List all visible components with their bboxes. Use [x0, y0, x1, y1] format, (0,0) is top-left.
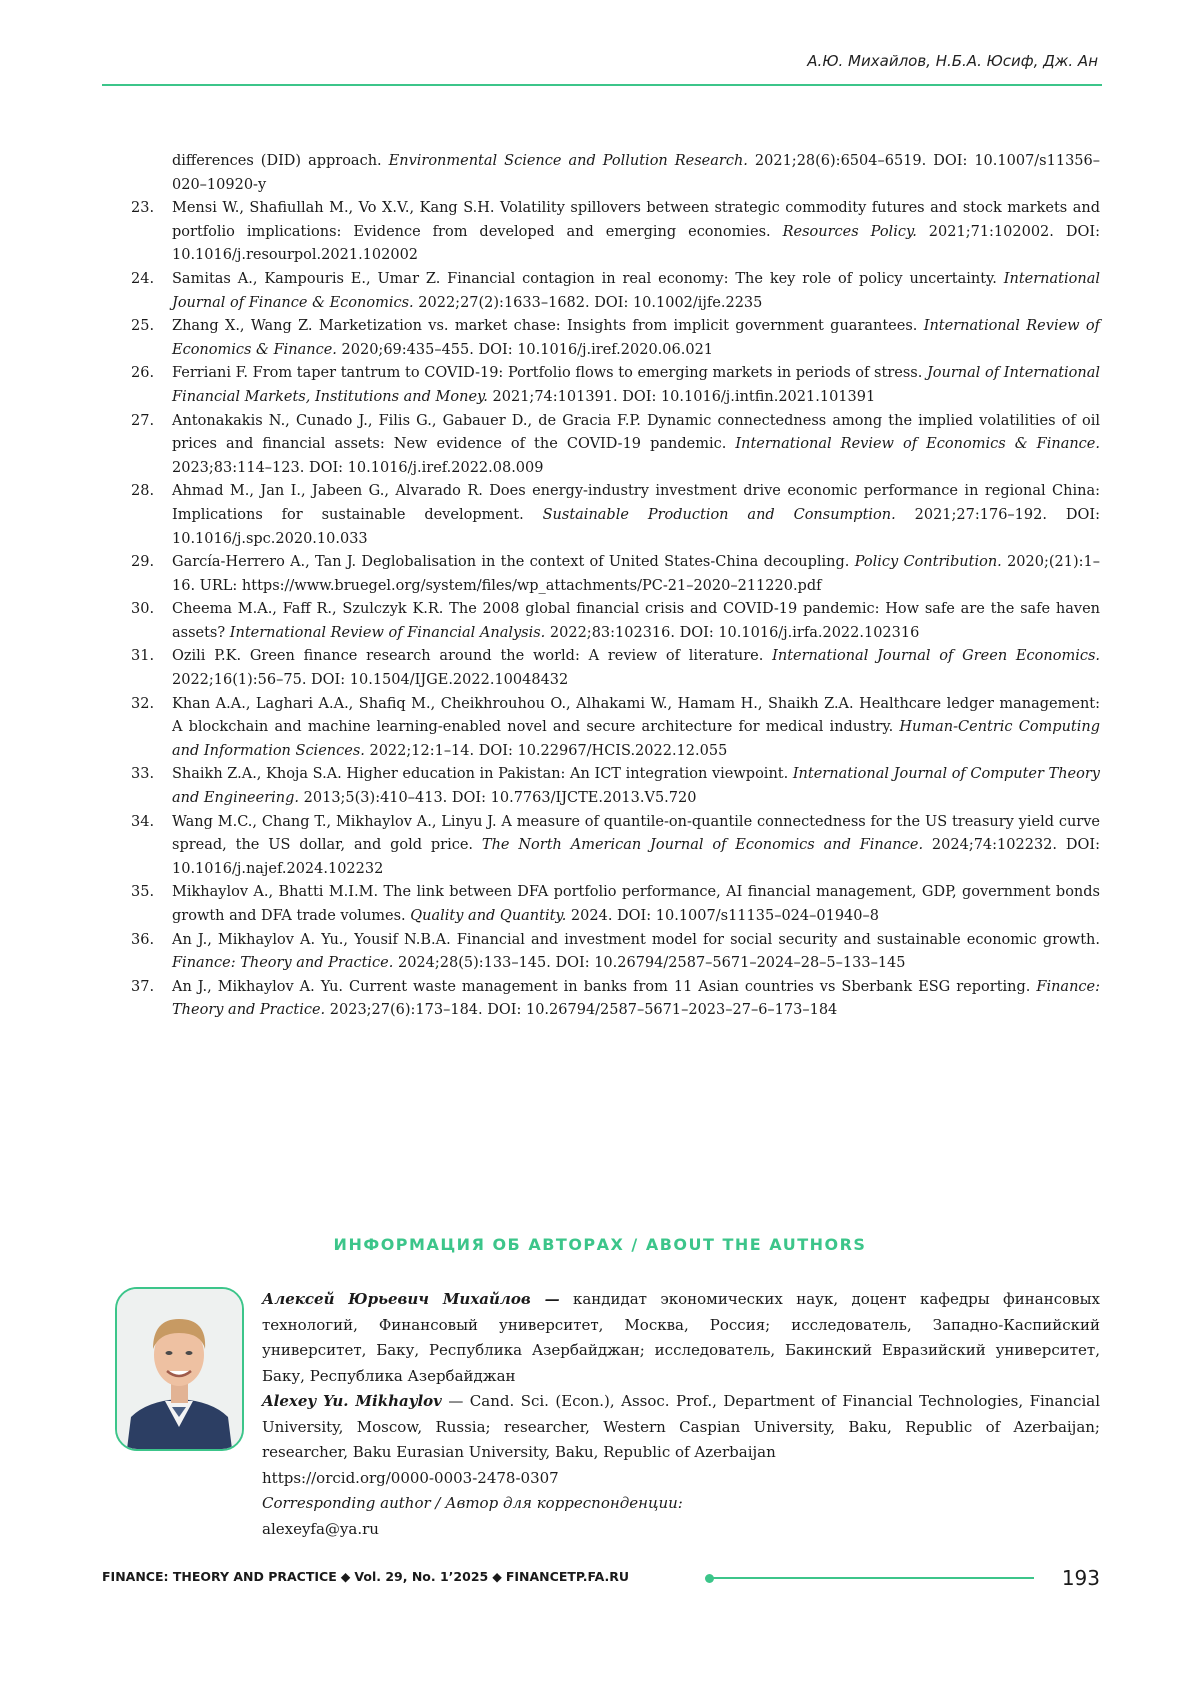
- page-number: 193: [1061, 1566, 1100, 1590]
- reference-number: 30.: [131, 601, 155, 618]
- author-name-ru: Алексей Юрьевич Михайлов —: [262, 1290, 560, 1308]
- reference-text: Khan A.A., Laghari A.A., Shafiq M., Cheikhrouhou O., Alhakami W., Hamam H., Shaikh Z.A. Healthcare ledger management: A blockchain and machine learning-enabled novel and secure architecture for medical industry.: [172, 695, 1100, 736]
- reference-number: 32.: [131, 695, 155, 712]
- reference-journal: Human-Centric Computing and Information Sciences.: [172, 719, 1100, 759]
- reference-item: [131, 197, 1100, 268]
- reference-journal: International Review of Economics & Finance.: [735, 436, 1100, 453]
- reference-number: 26.: [131, 365, 155, 382]
- reference-journal: International Journal of Finance & Economics.: [172, 270, 1100, 311]
- reference-details: 2020;69:435–455. DOI: 10.1016/j.iref.2020.06.021: [336, 341, 714, 358]
- reference-item: [131, 645, 1100, 692]
- reference-journal: Sustainable Production and Consumption.: [542, 506, 896, 523]
- reference-text: Wang M.C., Chang T., Mikhaylov A., Linyu J. A measure of quantile-on-quantile connectedness for the US treasury yield curve spread, the US dollar, and gold price.: [172, 813, 1100, 854]
- reference-number: 37.: [131, 978, 155, 995]
- footer-journal-name: FINANCE: THEORY AND PRACTICE: [102, 1569, 337, 1584]
- footer-volume: Vol. 29, No. 1’2025: [354, 1569, 489, 1584]
- reference-details: 2021;74:101391. DOI: 10.1016/j.intfin.2021.101391: [487, 388, 876, 405]
- author-portrait-image: [117, 1289, 242, 1449]
- reference-details: 2024;28(5):133–145. DOI: 10.26794/2587–5671–2024–28–5–133–145: [393, 955, 906, 972]
- reference-text: Mensi W., Shafiullah M., Vo X.V., Kang S.H. Volatility spillovers between strategic commodity futures and stock markets and portfolio implications: Evidence from developed and emerging economies.: [172, 200, 1100, 240]
- reference-item: [131, 929, 1100, 976]
- reference-text: An J., Mikhaylov A. Yu. Current waste management in banks from 11 Asian countries vs Sberbank ESG reporting.: [172, 978, 1037, 995]
- diamond-separator-icon: ◆: [492, 1569, 502, 1584]
- reference-item: [131, 598, 1100, 645]
- reference-item: [131, 693, 1100, 764]
- reference-text: Cheema M.A., Faff R., Szulczyk K.R. The 2008 global financial crisis and COVID-19 pandemic: How safe are the safe haven assets?: [172, 601, 1100, 641]
- footer-dot-icon: [705, 1574, 714, 1583]
- reference-details: 2022;27(2):1633–1682. DOI: 10.1002/ijfe.2235: [413, 294, 763, 311]
- reference-item: [131, 150, 1100, 197]
- reference-number: 34.: [131, 813, 155, 830]
- reference-journal: Finance: Theory and Practice.: [172, 955, 394, 972]
- reference-text: differences (DID) approach.: [172, 153, 389, 169]
- reference-details: 2021;28(6):6504–6519. DOI: 10.1007/s11356–020–10920-y: [172, 153, 1100, 193]
- author-bio-en: [262, 1389, 1100, 1466]
- reference-text: Antonakakis N., Cunado J., Filis G., Gabauer D., de Gracia F.P. Dynamic connectedness among the implied volatilities of oil prices and financial assets: New evidence of the COVID-19 pandemic.: [172, 412, 1100, 453]
- reference-journal: Resources Policy.: [782, 223, 917, 240]
- reference-journal: The North American Journal of Economics and Finance.: [481, 837, 924, 854]
- footer-site-link[interactable]: FINANCETP.FA.RU: [505, 1569, 630, 1584]
- footer-journal-info: [102, 1569, 629, 1584]
- reference-item: [131, 976, 1100, 1023]
- reference-item: [131, 315, 1100, 362]
- reference-journal: International Review of Financial Analysis.: [229, 624, 546, 641]
- reference-item: [131, 268, 1100, 315]
- reference-number: 28.: [131, 483, 155, 500]
- reference-text: Zhang X., Wang Z. Marketization vs. market chase: Insights from implicit government guarantees.: [172, 318, 924, 335]
- authors-section-title: ИНФОРМАЦИЯ ОБ АВТОРАХ / ABOUT THE AUTHORS: [333, 1235, 867, 1254]
- reference-item: [131, 480, 1100, 551]
- reference-details: 2022;83:102316. DOI: 10.1016/j.irfa.2022.102316: [545, 624, 920, 641]
- reference-number: 31.: [131, 648, 155, 665]
- author-description-ru: кандидат экономических наук, доцент кафедры финансовых технологий, Финансовый университет, Москва, Россия; исследователь, Западно-Каспийский университет, Баку, Республика Азербайджан; исследователь, Бакинский Евразийский университет, Баку, Республика Азербайджан: [262, 1290, 1101, 1385]
- reference-journal: Finance: Theory and Practice.: [172, 978, 1100, 1019]
- reference-journal: Quality and Quantity.: [410, 908, 567, 924]
- reference-number: 25.: [131, 318, 155, 335]
- reference-journal: International Review of Economics & Finance.: [172, 318, 1101, 358]
- author-email-link[interactable]: alexeyfa@ya.ru: [262, 1519, 379, 1538]
- reference-text: An J., Mikhaylov A. Yu., Yousif N.B.A. Financial and investment model for social security and sustainable economic growth.: [172, 931, 1100, 948]
- reference-number: 24.: [131, 270, 155, 287]
- footer-rule: [710, 1577, 1034, 1579]
- page-footer: [102, 1566, 1100, 1590]
- reference-text: Mikhaylov A., Bhatti M.I.M. The link between DFA portfolio performance, AI financial management, GDP, government bonds growth and DFA trade volumes.: [172, 884, 1100, 924]
- reference-number: 35.: [131, 884, 155, 901]
- reference-details: 2020;(21):1–16. URL: https://www.bruegel.org/system/files/wp_attachments/PC-21–2020–211220.pdf: [172, 554, 1100, 594]
- reference-text: Ahmad M., Jan I., Jabeen G., Alvarado R. Does energy-industry investment drive economic performance in regional China: Implications for sustainable development.: [172, 483, 1100, 523]
- author-name-en: Alexey Yu. Mikhaylov: [262, 1392, 442, 1410]
- reference-item: [131, 410, 1100, 481]
- reference-details: 2022;16(1):56–75. DOI: 10.1504/IJGE.2022.10048432: [172, 672, 569, 689]
- reference-item: [131, 881, 1100, 928]
- reference-journal: Environmental Science and Pollution Research.: [388, 153, 748, 169]
- reference-text: Shaikh Z.A., Khoja S.A. Higher education in Pakistan: An ICT integration viewpoint.: [172, 766, 793, 783]
- author-orcid-link[interactable]: https://orcid.org/0000-0003-2478-0307: [262, 1468, 559, 1487]
- reference-details: 2013;5(3):410–413. DOI: 10.7763/IJCTE.2013.V5.720: [299, 790, 697, 807]
- reference-details: 2023;83:114–123. DOI: 10.1016/j.iref.2022.08.009: [172, 459, 544, 476]
- reference-journal: Journal of International Financial Markets, Institutions and Money.: [172, 365, 1101, 405]
- reference-details: 2021;71:102002. DOI: 10.1016/j.resourpol.2021.102002: [172, 223, 1100, 264]
- reference-number: 36.: [131, 931, 155, 948]
- reference-number: 33.: [131, 766, 155, 783]
- reference-details: 2024;74:102232. DOI: 10.1016/j.najef.2024.102232: [172, 837, 1100, 877]
- reference-item: [131, 811, 1100, 882]
- author-bio-ru: [262, 1287, 1100, 1389]
- reference-text: Ozili P.K. Green finance research around the world: A review of literature.: [172, 648, 773, 665]
- reference-number: 23.: [131, 200, 155, 217]
- running-head: А.Ю. Михайлов, Н.Б.А. Юсиф, Дж. Ан: [807, 52, 1098, 70]
- author-photo: [115, 1287, 244, 1451]
- author-description-en: — Cand. Sci. (Econ.), Assoc. Prof., Department of Financial Technologies, Financial University, Moscow, Russia; researcher, Western Caspian University, Baku, Republic of Azerbaijan; researcher, Baku Eurasian University, Baku, Republic of Azerbaijan: [262, 1392, 1100, 1461]
- reference-journal: International Journal of Green Economics.: [772, 648, 1100, 665]
- reference-details: 2021;27:176–192. DOI: 10.1016/j.spc.2020.10.033: [172, 506, 1100, 547]
- reference-details: 2022;12:1–14. DOI: 10.22967/HCIS.2022.12.055: [364, 742, 728, 759]
- diamond-separator-icon: ◆: [340, 1569, 351, 1584]
- reference-item: [131, 362, 1100, 409]
- reference-journal: Policy Contribution.: [854, 554, 1002, 571]
- reference-number: 27.: [131, 412, 155, 429]
- reference-details: 2023;27(6):173–184. DOI: 10.26794/2587–5671–2023–27–6–173–184: [325, 1002, 838, 1019]
- header-rule: [102, 84, 1102, 86]
- reference-journal: International Journal of Computer Theory and Engineering.: [172, 766, 1100, 807]
- reference-text: García-Herrero A., Tan J. Deglobalisation in the context of United States-China decoupling.: [172, 554, 855, 571]
- reference-details: 2024. DOI: 10.1007/s11135–024–01940–8: [566, 908, 879, 924]
- reference-text: Samitas A., Kampouris E., Umar Z. Financial contagion in real economy: The key role of policy uncertainty.: [172, 270, 1004, 287]
- reference-number: 29.: [131, 554, 155, 571]
- corresponding-author-label: Corresponding author / Автор для корреспонденции:: [262, 1494, 683, 1512]
- reference-item: [131, 551, 1100, 598]
- reference-item: [131, 763, 1100, 810]
- author-info: [262, 1287, 1100, 1542]
- reference-list: [131, 150, 1100, 1023]
- reference-text: Ferriani F. From taper tantrum to COVID-19: Portfolio flows to emerging markets in periods of stress.: [172, 365, 927, 382]
